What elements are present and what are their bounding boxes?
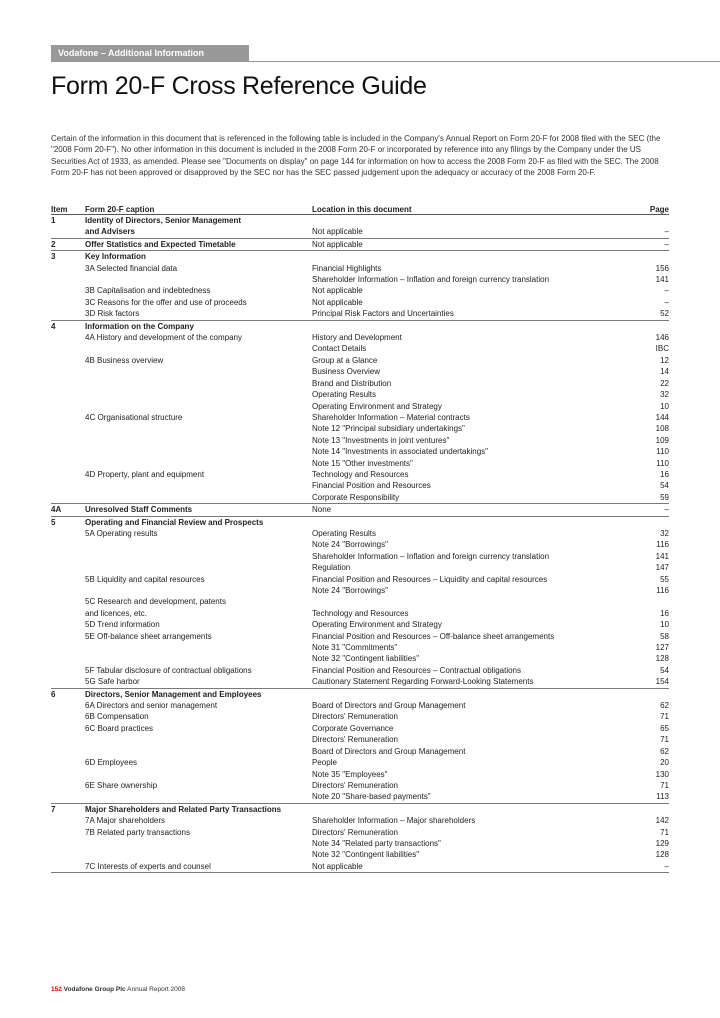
cell-item: [51, 619, 85, 630]
cell-location: [312, 215, 612, 227]
cell-page: 12: [660, 355, 669, 365]
cell-caption: 7B Related party transactions: [85, 827, 190, 837]
cell-item: [51, 596, 85, 607]
cell-caption: [85, 551, 312, 562]
table-row: [51, 480, 669, 491]
cell-caption: 5F Tabular disclosure of contractual obligations: [85, 665, 252, 675]
cell-caption: 5D Trend information: [85, 620, 160, 630]
cell-item: [51, 711, 85, 722]
table-row: [51, 528, 669, 539]
table-row: [51, 251, 669, 263]
cell-page: –: [612, 861, 669, 873]
cell-page: 130: [655, 769, 669, 779]
cell-item: [51, 412, 85, 423]
cell-caption: 6C Board practices: [85, 723, 154, 733]
cell-caption: Offer Statistics and Expected Timetable: [85, 238, 312, 250]
cell-item: [51, 308, 85, 320]
table-row: [51, 215, 669, 227]
cell-caption: [85, 539, 312, 550]
cell-item: [51, 355, 85, 366]
table-row: [51, 815, 669, 826]
cell-caption: [85, 849, 312, 860]
cell-caption: 5G Safe harbor: [85, 676, 312, 688]
cell-page: 10: [660, 401, 669, 411]
cell-item: [51, 480, 85, 491]
cell-caption: 3B Capitalisation and indebtedness: [85, 286, 211, 296]
cell-location: Financial Position and Resources – Contractual obligations: [312, 665, 522, 675]
cell-item: [51, 676, 85, 688]
cell-caption: 6E Share ownership: [85, 780, 158, 790]
cell-item: [51, 297, 85, 308]
table-row: [51, 711, 669, 722]
cell-page: 32: [660, 390, 669, 400]
table-row: [51, 308, 669, 320]
table-row: [51, 343, 669, 354]
cell-location: Note 20 "Share-based payments": [312, 791, 612, 803]
cell-location: History and Development: [312, 333, 402, 343]
table-row: [51, 746, 669, 757]
table-header-row: [51, 201, 669, 215]
cell-item: 1: [51, 216, 56, 225]
cell-item: [51, 791, 85, 803]
cell-page: 55: [660, 574, 669, 584]
cell-location: Shareholder Information – Inflation and foreign currency translation: [312, 275, 550, 285]
cell-page: –: [664, 286, 669, 296]
table-row: [51, 504, 669, 516]
cross-reference-table: [51, 201, 669, 873]
table-row: [51, 297, 669, 308]
cell-item: [51, 861, 85, 873]
cell-caption: 3C Reasons for the offer and use of proceeds: [85, 297, 247, 307]
cell-item: 4: [51, 321, 56, 331]
cell-caption: 3D Risk factors: [85, 308, 312, 320]
cell-caption: [85, 343, 312, 354]
header-location: Location in this document: [312, 201, 612, 215]
cell-item: [51, 849, 85, 860]
table-row: [51, 769, 669, 780]
cell-location: Note 32 "Contingent liabilities": [312, 850, 420, 860]
cell-location: [312, 596, 612, 607]
cell-caption: Key Information: [85, 252, 146, 262]
cell-page: 22: [660, 378, 669, 388]
cell-location: Not applicable: [312, 297, 363, 307]
cell-item: 2: [51, 238, 85, 250]
cell-item: [51, 608, 85, 619]
cell-location: Operating Results: [312, 390, 377, 400]
cell-location: Financial Position and Resources: [312, 481, 431, 491]
cell-page: 127: [655, 643, 669, 653]
cell-caption: [85, 480, 312, 491]
table-row: [51, 551, 669, 562]
cell-caption: [85, 423, 312, 434]
cell-caption: [85, 274, 312, 285]
cell-location: Not applicable: [312, 238, 612, 250]
cell-item: 4A: [51, 504, 85, 516]
cell-page: 59: [612, 492, 669, 504]
cell-page: [612, 215, 669, 227]
cell-item: [51, 653, 85, 664]
table-row: [51, 791, 669, 803]
cell-caption: 6D Employees: [85, 758, 138, 768]
cell-location: Principal Risk Factors and Uncertainties: [312, 308, 612, 320]
footer-page-number: 152: [51, 986, 62, 993]
table-row: [51, 492, 669, 504]
cell-caption: 5C Research and development, patents: [85, 597, 226, 607]
cell-page: 144: [655, 412, 669, 422]
cell-caption: [85, 653, 312, 664]
cell-item: [51, 226, 85, 238]
cell-item: [51, 469, 85, 480]
cell-item: [51, 539, 85, 550]
cell-location: Not applicable: [312, 286, 363, 296]
table-row: [51, 757, 669, 768]
table-row: [51, 849, 669, 860]
cell-location: [312, 516, 612, 528]
cell-location: Shareholder Information – Material contracts: [312, 412, 470, 422]
table-row: [51, 688, 669, 700]
table-row: [51, 861, 669, 873]
table-row: [51, 435, 669, 446]
cell-item: [51, 366, 85, 377]
cell-page: 128: [655, 850, 669, 860]
cell-page: 141: [655, 275, 669, 285]
cell-caption: 4B Business overview: [85, 355, 164, 365]
cell-page: 116: [656, 586, 669, 595]
cell-page: 20: [660, 758, 669, 768]
cell-caption: and Advisers: [85, 226, 312, 238]
cell-item: [51, 263, 85, 274]
cell-location: Corporate Responsibility: [312, 492, 612, 504]
cell-location: Note 15 "Other investments": [312, 458, 413, 468]
header-caption: Form 20-F caption: [85, 201, 312, 215]
table-row: [51, 827, 669, 838]
cell-item: [51, 332, 85, 343]
cell-caption: [85, 791, 312, 803]
cell-page: 71: [660, 827, 669, 837]
cell-location: Group at a Glance: [312, 355, 378, 365]
cell-location: [312, 803, 612, 815]
cell-page: 71: [660, 712, 669, 722]
cell-location: Note 34 "Related party transactions": [312, 838, 441, 848]
table-row: [51, 446, 669, 457]
table-row: [51, 803, 669, 815]
table-row: [51, 608, 669, 619]
cell-item: [51, 642, 85, 653]
table-row: [51, 238, 669, 250]
cell-location: Board of Directors and Group Management: [312, 701, 466, 711]
table-row: [51, 516, 669, 528]
table-row: [51, 226, 669, 238]
footer-report-title: Annual Report 2008: [127, 986, 185, 993]
table-row: [51, 838, 669, 849]
cell-location: Regulation: [312, 563, 351, 573]
cell-caption: [85, 366, 312, 377]
cell-location: Directors' Remuneration: [312, 735, 399, 745]
cell-page: [612, 320, 669, 332]
cell-item: [51, 757, 85, 768]
cell-item: [51, 274, 85, 285]
table-row: [51, 458, 669, 469]
cell-location: Note 13 "Investments in joint ventures": [312, 435, 450, 445]
cell-location: None: [312, 504, 612, 516]
cell-location: Technology and Resources: [312, 608, 409, 618]
table-row: [51, 574, 669, 585]
footer-company: Vodafone Group Plc: [63, 986, 126, 993]
cell-page: 142: [655, 816, 669, 826]
cell-location: Directors' Remuneration: [312, 712, 399, 722]
cell-caption: 6A Directors and senior management: [85, 701, 218, 711]
table-row: [51, 723, 669, 734]
cell-page: 141: [655, 551, 669, 561]
cell-caption: 4A History and development of the company: [85, 333, 242, 343]
cell-caption: [85, 585, 312, 596]
cell-item: [51, 528, 85, 539]
table-row: [51, 378, 669, 389]
section-banner: Vodafone – Additional Information: [51, 45, 249, 62]
cell-location: Not applicable: [312, 861, 612, 873]
cell-page: –: [612, 226, 669, 238]
cell-location: Operating Environment and Strategy: [312, 620, 442, 630]
table-row: [51, 469, 669, 480]
cell-page: 10: [660, 620, 669, 630]
page-title: Form 20-F Cross Reference Guide: [51, 72, 427, 100]
cell-item: [51, 492, 85, 504]
cell-page: 128: [655, 654, 669, 664]
cell-item: [51, 815, 85, 826]
cell-item: [51, 423, 85, 434]
cell-item: [51, 827, 85, 838]
cell-location: Corporate Governance: [312, 723, 394, 733]
cell-location: Operating Environment and Strategy: [312, 401, 442, 411]
table-row: [51, 700, 669, 711]
cell-caption: [85, 401, 312, 412]
cell-page: 108: [655, 424, 669, 434]
cell-page: 54: [660, 481, 669, 491]
cell-caption: Unresolved Staff Comments: [85, 504, 312, 516]
cell-item: [51, 389, 85, 400]
table-row: [51, 619, 669, 630]
cell-caption: [85, 769, 312, 780]
cell-location: Note 32 "Contingent liabilities": [312, 654, 420, 664]
cell-location: Contact Details: [312, 344, 367, 354]
cell-location: Note 24 "Borrowings": [312, 540, 388, 550]
table-row: [51, 642, 669, 653]
cell-page: –: [612, 504, 669, 516]
cell-page: 146: [655, 333, 669, 343]
cell-location: Note 12 "Principal subsidiary undertakings": [312, 424, 465, 434]
cell-location: Note 24 "Borrowings": [312, 586, 388, 595]
table-row: [51, 596, 669, 607]
cell-page: 65: [660, 723, 669, 733]
cell-caption: [85, 435, 312, 446]
cell-page: 14: [660, 367, 669, 377]
cell-item: [51, 378, 85, 389]
cell-caption: Major Shareholders and Related Party Transactions: [85, 804, 282, 814]
table-row: [51, 539, 669, 550]
cell-page: 110: [656, 447, 669, 457]
cell-page: –: [664, 297, 669, 307]
table-row: [51, 423, 669, 434]
table-row: [51, 676, 669, 688]
cell-page: [612, 251, 669, 263]
cell-item: [51, 769, 85, 780]
cell-caption: 5E Off-balance sheet arrangements: [85, 631, 212, 641]
cell-location: [312, 688, 612, 700]
cell-caption: [85, 838, 312, 849]
cell-caption: [85, 378, 312, 389]
cell-page: IBC: [655, 344, 669, 354]
cell-page: 62: [660, 746, 669, 756]
cell-location: Cautionary Statement Regarding Forward-Looking Statements: [312, 676, 612, 688]
cell-location: Note 35 "Employees": [312, 769, 388, 779]
cell-item: [51, 700, 85, 711]
cell-item: [51, 665, 85, 676]
cell-caption: 5A Operating results: [85, 528, 158, 538]
cell-location: Brand and Distribution: [312, 378, 392, 388]
cell-page: 110: [656, 458, 669, 468]
cell-location: People: [312, 758, 337, 768]
cell-location: Note 14 "Investments in associated undertakings": [312, 447, 488, 457]
table-row: [51, 412, 669, 423]
table-row: [51, 263, 669, 274]
cell-item: [51, 585, 85, 596]
cell-page: 113: [612, 791, 669, 803]
table-row: [51, 320, 669, 332]
page-footer: [51, 986, 185, 993]
cell-page: 147: [655, 563, 669, 573]
table-row: [51, 562, 669, 573]
cell-page: –: [612, 238, 669, 250]
cell-caption: Identity of Directors, Senior Management: [85, 216, 242, 225]
cell-page: [612, 803, 669, 815]
cell-location: Shareholder Information – Inflation and foreign currency translation: [312, 551, 550, 561]
table-row: [51, 332, 669, 343]
table-row: [51, 355, 669, 366]
cell-item: [51, 551, 85, 562]
cell-item: [51, 285, 85, 296]
cell-page: 32: [660, 528, 669, 538]
cell-caption: Operating and Financial Review and Prospects: [85, 517, 264, 527]
header-item: Item: [51, 201, 85, 215]
cell-page: [612, 516, 669, 528]
cell-location: Technology and Resources: [312, 469, 409, 479]
cell-caption: [85, 746, 312, 757]
table-row: [51, 285, 669, 296]
cell-page: 156: [655, 263, 669, 273]
cell-location: Directors' Remuneration: [312, 827, 399, 837]
cell-page: 154: [612, 676, 669, 688]
cell-item: 7: [51, 804, 56, 814]
cell-page: 52: [612, 308, 669, 320]
cell-page: 62: [660, 701, 669, 711]
cell-caption: 7A Major shareholders: [85, 816, 166, 826]
cell-location: Business Overview: [312, 367, 381, 377]
cell-caption: 3A Selected financial data: [85, 263, 178, 273]
cell-caption: Information on the Company: [85, 321, 194, 331]
banner-rule: [249, 61, 720, 62]
table-row: [51, 401, 669, 412]
table-row: [51, 389, 669, 400]
cell-caption: 5B Liquidity and capital resources: [85, 574, 205, 584]
intro-paragraph: Certain of the information in this document that is referenced in the following table is included in the Company's Annual Report on Form 20-F for 2008 filed with the SEC (the "2008 Form 20-F"). No other information in this document is included in the 2008 Form 20-F or incorporated by reference into any filings by the Company under the US Securities Act of 1933, as amended. Please see "Documents on display" on page 144 for information on how to access the 2008 Form 20-F as filed with the SEC. The 2008 Form 20-F has not been approved or disapproved by the SEC nor has the SEC passed judgement upon the adequacy or accuracy of the 2008 Form 20-F.: [51, 134, 661, 177]
cell-caption: 6B Compensation: [85, 712, 149, 722]
cell-page: 16: [660, 469, 669, 479]
table-row: [51, 653, 669, 664]
cell-location: Directors' Remuneration: [312, 780, 399, 790]
cell-item: [51, 446, 85, 457]
table-row: [51, 665, 669, 676]
cell-caption: [85, 492, 312, 504]
cell-caption: [85, 389, 312, 400]
cell-location: Financial Position and Resources – Off-balance sheet arrangements: [312, 631, 555, 641]
cell-caption: [85, 446, 312, 457]
cell-item: [51, 838, 85, 849]
table-row: [51, 274, 669, 285]
table-row: [51, 631, 669, 642]
cell-page: 58: [660, 631, 669, 641]
cell-location: Shareholder Information – Major shareholders: [312, 816, 476, 826]
cell-caption: [85, 734, 312, 745]
cell-location: Not applicable: [312, 226, 612, 238]
cell-location: [312, 320, 612, 332]
header-page: Page: [612, 201, 669, 215]
cell-item: [51, 562, 85, 573]
cell-page: 129: [655, 838, 669, 848]
cell-item: [51, 734, 85, 745]
cell-caption: [85, 458, 312, 469]
cell-page: [612, 688, 669, 700]
cell-item: [51, 435, 85, 446]
cell-item: 6: [51, 689, 56, 699]
cell-caption: [85, 562, 312, 573]
cell-page: 16: [660, 608, 669, 618]
cell-location: Note 31 "Commitments": [312, 643, 398, 653]
cell-page: 116: [656, 540, 669, 550]
cell-item: [51, 631, 85, 642]
cell-page: 54: [660, 665, 669, 675]
cell-page: 71: [660, 780, 669, 790]
cell-page: [612, 596, 669, 607]
cell-item: [51, 746, 85, 757]
cell-location: [312, 251, 612, 263]
cell-item: 5: [51, 517, 56, 527]
cell-page: 71: [660, 735, 669, 745]
cell-page: 109: [655, 435, 669, 445]
cell-caption: and licences, etc.: [85, 608, 147, 618]
cell-item: 3: [51, 252, 56, 262]
table-row: [51, 734, 669, 745]
cell-caption: 4D Property, plant and equipment: [85, 469, 205, 479]
cell-item: [51, 574, 85, 585]
cell-item: [51, 723, 85, 734]
cell-item: [51, 401, 85, 412]
table-row: [51, 585, 669, 596]
cell-location: Financial Highlights: [312, 263, 382, 273]
table-row: [51, 780, 669, 791]
cell-caption: [85, 642, 312, 653]
cell-location: Operating Results: [312, 528, 377, 538]
cell-item: [51, 458, 85, 469]
cell-item: [51, 343, 85, 354]
cell-item: [51, 780, 85, 791]
cell-caption: 4C Organisational structure: [85, 412, 183, 422]
cell-caption: 7C Interests of experts and counsel: [85, 861, 312, 873]
cell-location: Financial Position and Resources – Liquidity and capital resources: [312, 574, 548, 584]
cell-location: Board of Directors and Group Management: [312, 746, 466, 756]
cell-caption: Directors, Senior Management and Employees: [85, 689, 262, 699]
table-row: [51, 366, 669, 377]
